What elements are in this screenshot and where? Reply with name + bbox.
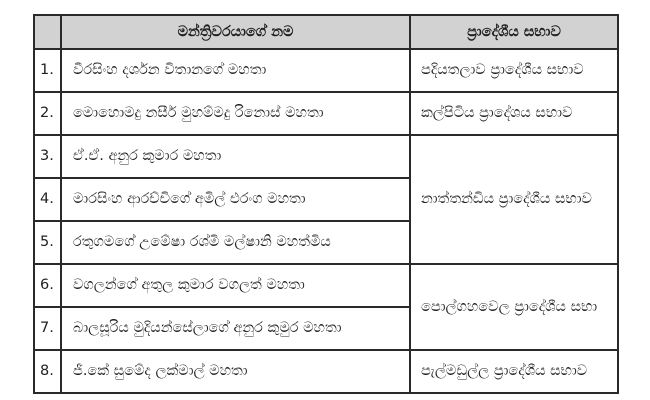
row-number: 4. — [34, 178, 61, 221]
row-number: 1. — [34, 49, 61, 92]
row-number: 8. — [34, 350, 61, 393]
row-number: 3. — [34, 135, 61, 178]
council-name-merged: පොල්ගහවෙල ප්‍රාදේශීය සභා — [410, 264, 618, 350]
members-council-table — [33, 14, 619, 394]
member-name: වීරසිංහ දර්ශන විතානගේ මහතා — [61, 49, 410, 92]
row-number: 7. — [34, 307, 61, 350]
header-cell-member-name: මන්ත්‍රිවරයාගේ නම — [61, 15, 410, 49]
member-name: බාලසූරිය මුදියන්සේලාගේ අනුර කුමුර මහතා — [61, 307, 410, 350]
member-name: වගලන්ගේ අතුල කුමාර වගලත් මහතා — [61, 264, 410, 307]
member-name: රතුගමගේ උමේෂා රශ්මි මල්ෂානි මහත්මිය — [61, 221, 410, 264]
row-number: 2. — [34, 92, 61, 135]
member-name: මොහොමදු නසීර් මුහම්මදු රිනොස් මහතා — [61, 92, 410, 135]
member-name: ඒ.ඒ. අනුර කුමාර මහතා — [61, 135, 410, 178]
header-cell-council: ප්‍රාදේශීය සභාව — [410, 15, 618, 49]
council-name-merged: නාත්තන්ඩිය ප්‍රාදේශීය සභාව — [410, 135, 618, 264]
table-row — [34, 135, 618, 178]
member-name: මාරසිංහ ආරච්චිගේ අමිල් එරංග මහතා — [61, 178, 410, 221]
row-number: 6. — [34, 264, 61, 307]
council-name: කල්පිටිය ප්‍රාදේශය සභාව — [410, 92, 618, 135]
council-name: පදියතලාව ප්‍රාදේශීය සභාව — [410, 49, 618, 92]
council-name: පැල්මඩුල්ල ප්‍රාදේශීය සභාව — [410, 350, 618, 393]
table-row — [34, 264, 618, 307]
table-row — [34, 92, 618, 135]
row-number: 5. — [34, 221, 61, 264]
table-header-row — [34, 15, 618, 49]
header-cell-number — [34, 15, 61, 49]
table-row — [34, 350, 618, 393]
member-name: ජී.කේ සුමේද ලක්මාල් මහතා — [61, 350, 410, 393]
table-row — [34, 49, 618, 92]
